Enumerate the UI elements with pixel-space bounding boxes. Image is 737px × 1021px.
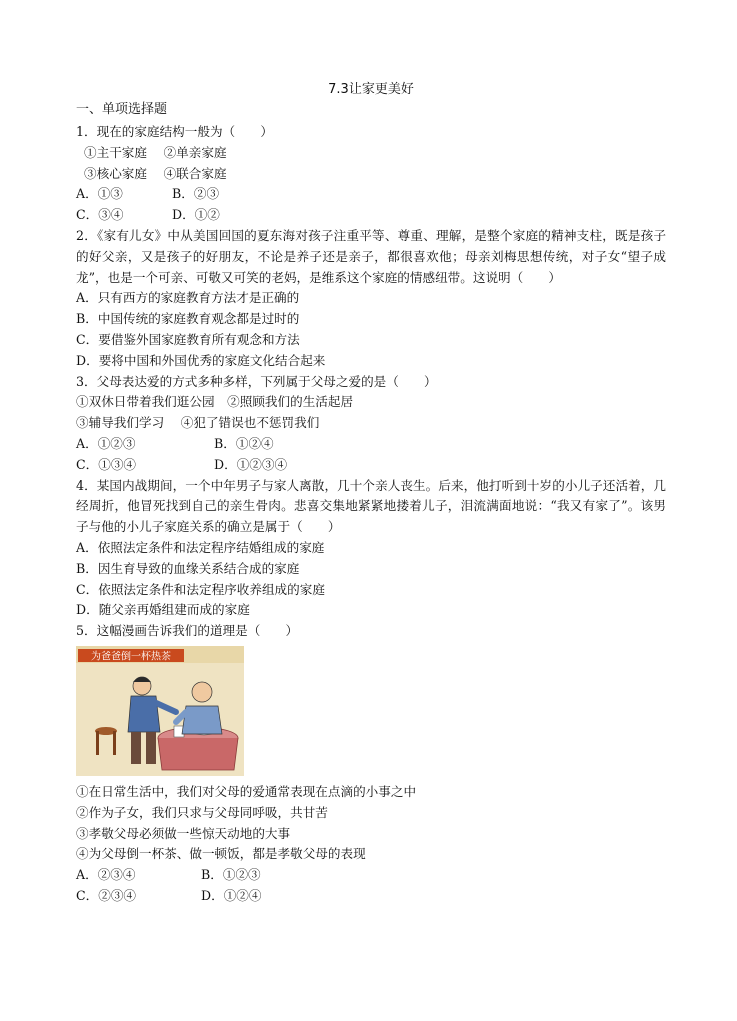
option-c[interactable]: C．要借鉴外国家庭教育所有观念和方法 [76,331,300,347]
option-d[interactable]: D．要将中国和外国优秀的家庭文化结合起来 [76,352,326,368]
option-b[interactable]: B．因生育导致的血缘关系结合成的家庭 [76,560,300,576]
answer-row [76,886,666,907]
choice-items: ③辅导我们学习 ④犯了错误也不惩罚我们 [76,415,320,431]
question-stem: 1．现在的家庭结构一般为（ ） [76,124,273,139]
option-a[interactable]: A．依照法定条件和法定程序结婚组成的家庭 [76,539,325,555]
answer-row [76,455,666,476]
answer-row [76,184,666,205]
question-4 [76,476,666,622]
choice-items: ③孝敬父母必须做一些惊天动地的大事 [76,825,291,841]
choice-items: ③核心家庭 ④联合家庭 [84,165,227,181]
answer-row [76,434,666,455]
option-c[interactable]: C．依照法定条件和法定程序收养组成的家庭 [76,581,325,597]
option-d[interactable]: D．随父亲再婚组建而成的家庭 [76,602,250,618]
cartoon-caption: 为爸爸倒一杯热茶 [91,651,171,663]
option-c[interactable]: C．②③④ [76,887,137,903]
option-d[interactable]: D．①② [172,207,220,223]
option-a[interactable]: A．②③④ [76,867,136,883]
option-a[interactable]: A．①③ [76,186,123,202]
choice-items: ②作为子女，我们只求与父母同呼吸，共甘苦 [76,804,328,820]
option-c[interactable]: C．③④ [76,207,124,223]
option-c[interactable]: C．①③④ [76,456,137,472]
option-b[interactable]: B．①②③ [201,867,261,883]
section-heading: 一、单项选择题 [76,102,168,117]
option-b[interactable]: B．中国传统的家庭教育观念都是过时的 [76,311,300,327]
question-stem: 5．这幅漫画告诉我们的道理是（ ） [76,623,299,639]
worksheet-page [76,78,666,907]
option-b[interactable]: B．①②④ [214,435,274,451]
option-d[interactable]: D．①②③④ [214,456,288,472]
question-5 [76,621,666,907]
choice-items: ①双休日带着我们逛公园 ②照顾我们的生活起居 [76,394,354,410]
answer-row [76,865,666,886]
cartoon-illustration [76,646,244,776]
question-stem: 2．《家有儿女》中从美国回国的夏东海对孩子注重平等、尊重、理解，是整个家庭的精神支柱，既是孩子的好父亲，又是孩子的好朋友，不论是养子还是亲子，都很喜欢他；母亲刘梅思想传统，对子女“望子成龙”，也是一个可亲、可敬又可笑的老妈，是维系这个家庭的情感纽带。这说明（ ） [76,227,666,285]
option-a[interactable]: A．只有西方的家庭教育方法才是正确的 [76,290,300,306]
question-1 [76,122,666,226]
answer-row [76,205,666,226]
choice-items: ①在日常生活中，我们对父母的爱通常表现在点滴的小事之中 [76,783,417,799]
question-stem: 4．某国内战期间，一个中年男子与家人离散，几十个亲人丧生。后来，他打听到十岁的小儿子还活着，几经周折，他冒死找到自己的亲生骨肉。悲喜交集地紧紧地搂着儿子，泪流满面地说：“我又有家了”。该男子与他的小儿子家庭关系的确立是属于（ ） [76,477,666,535]
option-b[interactable]: B．②③ [172,186,220,202]
question-stem: 3．父母表达爱的方式多种多样，下列属于父母之爱的是（ ） [76,373,437,389]
question-2 [76,226,666,372]
choice-items: ④为父母倒一杯茶、做一顿饭，都是孝敬父母的表现 [76,846,366,862]
option-d[interactable]: D．①②④ [201,887,262,903]
option-a[interactable]: A．①②③ [76,435,136,451]
page-title: 7.3让家更美好 [328,82,414,97]
choice-items: ①主干家庭 ②单亲家庭 [84,144,227,160]
question-3 [76,372,666,476]
